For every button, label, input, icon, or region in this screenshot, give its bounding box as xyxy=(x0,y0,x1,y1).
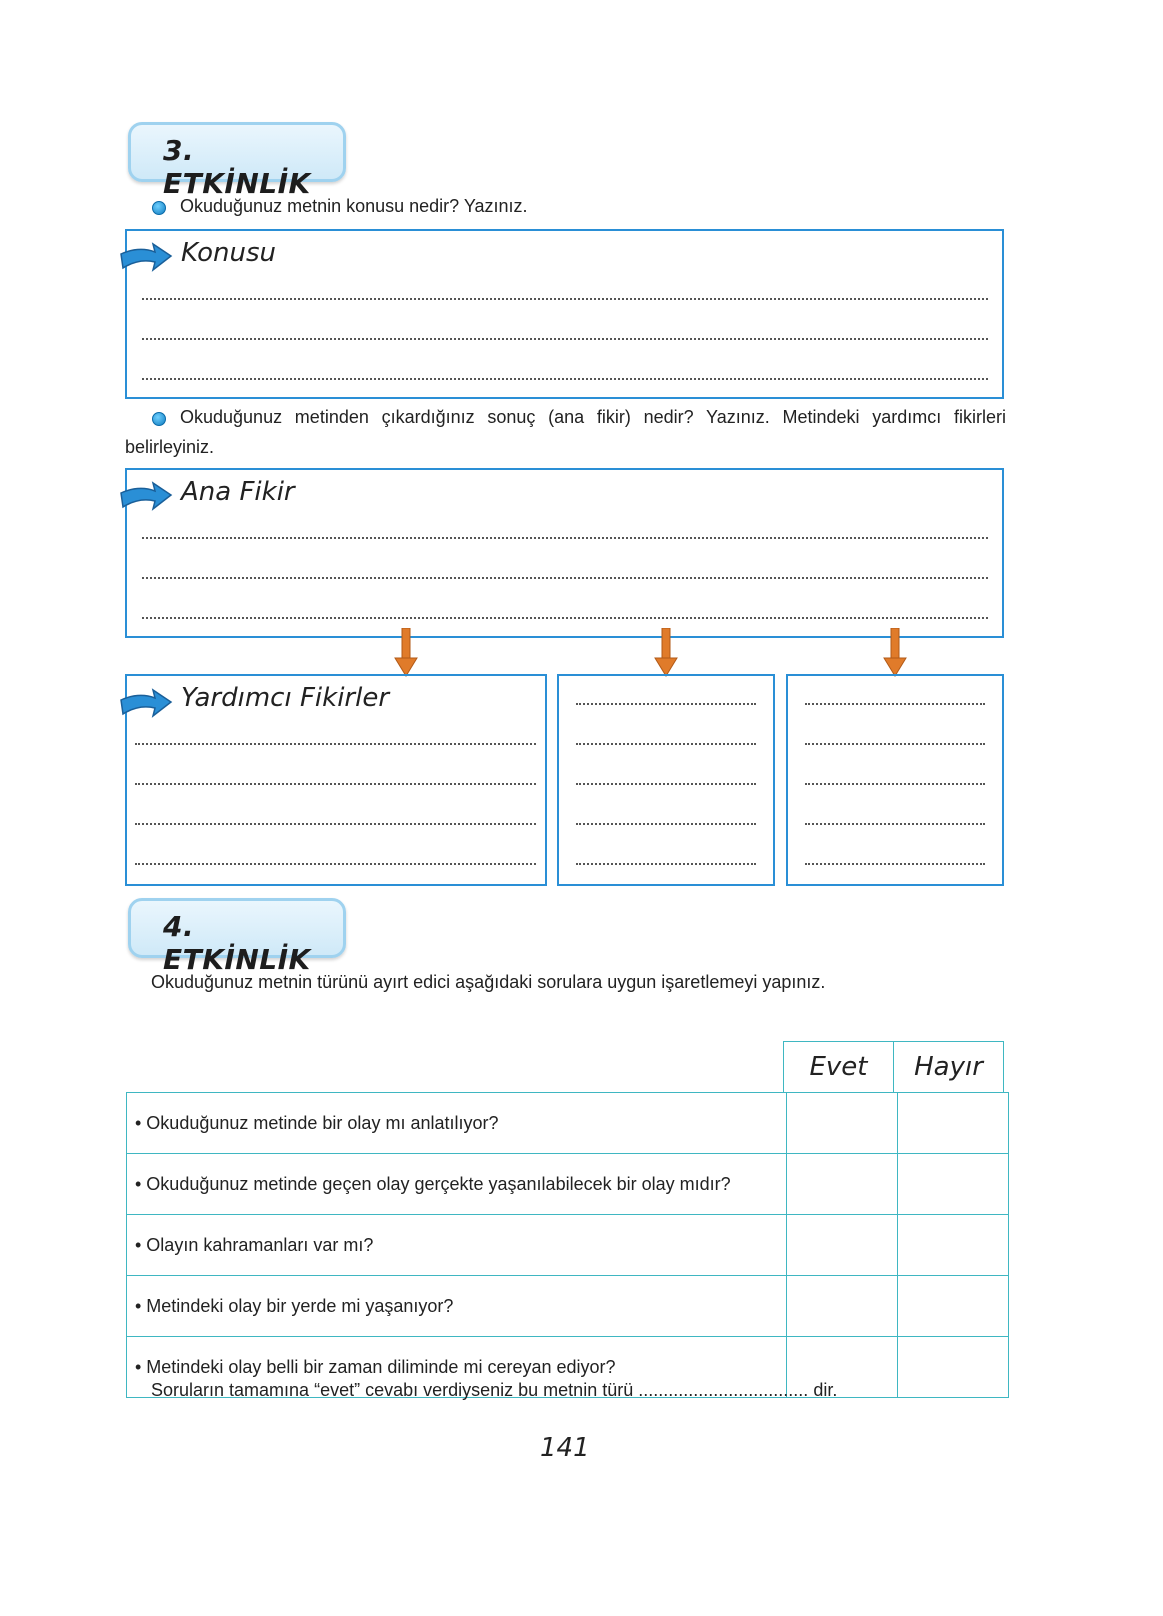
answer-line[interactable] xyxy=(576,823,756,825)
question-cell: • Okuduğunuz metinde bir olay mı anlatılıyor? xyxy=(127,1093,787,1154)
activity3-badge xyxy=(128,122,346,200)
answer-cell-yes[interactable] xyxy=(787,1215,898,1276)
table-row xyxy=(127,1154,1009,1215)
answer-line[interactable] xyxy=(805,823,985,825)
answer-cell-no[interactable] xyxy=(898,1093,1009,1154)
supporting-idea-box-2[interactable] xyxy=(557,674,775,886)
conclusion-blank[interactable]: .................................. xyxy=(638,1380,809,1400)
answer-cell-no[interactable] xyxy=(898,1276,1009,1337)
activity4-badge xyxy=(128,898,346,976)
answer-line[interactable] xyxy=(576,743,756,745)
answer-cell-yes[interactable] xyxy=(787,1093,898,1154)
column-header-no: Hayır xyxy=(893,1041,1004,1093)
answer-cell-no[interactable] xyxy=(898,1337,1009,1398)
answer-line[interactable] xyxy=(135,743,536,745)
swoosh-arrow-icon xyxy=(119,688,173,720)
answer-line[interactable] xyxy=(142,338,988,340)
main-idea-label: Ana Fikir xyxy=(181,477,295,507)
table-row xyxy=(127,1276,1009,1337)
activity3-title: 3. ETKİNLİK xyxy=(163,134,311,200)
question-table xyxy=(126,1092,1009,1398)
conclusion-text: Soruların tamamına “evet” cevabı verdiyseniz bu metnin türü xyxy=(151,1380,634,1400)
question-cell: • Okuduğunuz metinde geçen olay gerçekte yaşanılabilecek bir olay mıdır? xyxy=(127,1154,787,1215)
answer-line[interactable] xyxy=(142,617,988,619)
supporting-idea-box-3[interactable] xyxy=(786,674,1004,886)
question-topic: Okuduğunuz metnin konusu nedir? Yazınız. xyxy=(180,196,528,216)
activity4-title: 4. ETKİNLİK xyxy=(163,910,311,976)
table-row xyxy=(127,1215,1009,1276)
answer-line[interactable] xyxy=(576,703,756,705)
conclusion-line xyxy=(151,1380,837,1401)
question-cell: • Metindeki olay bir yerde mi yaşanıyor? xyxy=(127,1276,787,1337)
topic-label: Konusu xyxy=(181,238,277,268)
question-main-idea: Okuduğunuz metinden çıkardığınız sonuç (ana fikir) nedir? Yazınız. Metindeki yardımcı fikirleri xyxy=(180,407,1006,427)
supporting-ideas-label: Yardımcı Fikirler xyxy=(181,683,390,713)
answer-line[interactable] xyxy=(142,537,988,539)
question-cell: • Olayın kahramanları var mı? xyxy=(127,1215,787,1276)
column-header-yes: Evet xyxy=(783,1041,894,1093)
answer-line[interactable] xyxy=(805,703,985,705)
down-arrow-icon xyxy=(394,628,418,678)
answer-cell-yes[interactable] xyxy=(787,1154,898,1215)
answer-line[interactable] xyxy=(805,743,985,745)
question-cell: • Metindeki olay belli bir zaman diliminde mi cereyan ediyor? xyxy=(127,1337,787,1398)
answer-line[interactable] xyxy=(142,378,988,380)
answer-line[interactable] xyxy=(805,863,985,865)
table-row xyxy=(127,1093,1009,1154)
answer-line[interactable] xyxy=(805,783,985,785)
page-number: 141 xyxy=(540,1433,590,1463)
swoosh-arrow-icon xyxy=(119,481,173,513)
answer-cell-yes[interactable] xyxy=(787,1276,898,1337)
bullet-icon xyxy=(152,201,166,215)
answer-line[interactable] xyxy=(142,577,988,579)
answer-line[interactable] xyxy=(576,863,756,865)
activity4-instruction: Okuduğunuz metnin türünü ayırt edici aşağıdaki sorulara uygun işaretlemeyi yapınız. xyxy=(151,972,826,992)
down-arrow-icon xyxy=(883,628,907,678)
conclusion-end: dir. xyxy=(813,1380,838,1400)
answer-cell-no[interactable] xyxy=(898,1154,1009,1215)
answer-cell-no[interactable] xyxy=(898,1215,1009,1276)
answer-line[interactable] xyxy=(135,863,536,865)
answer-line[interactable] xyxy=(576,783,756,785)
answer-line[interactable] xyxy=(142,298,988,300)
question-main-idea-cont: belirleyiniz. xyxy=(125,437,215,457)
bullet-icon xyxy=(152,412,166,426)
answer-line[interactable] xyxy=(135,783,536,785)
answer-line[interactable] xyxy=(135,823,536,825)
down-arrow-icon xyxy=(654,628,678,678)
swoosh-arrow-icon xyxy=(119,242,173,274)
